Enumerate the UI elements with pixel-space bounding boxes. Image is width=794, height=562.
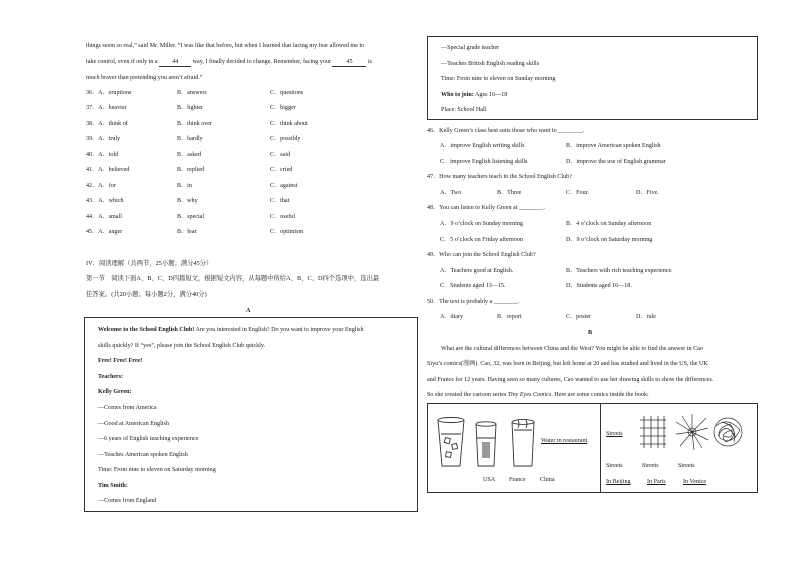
question-48-b: B．4 o’clock on Sunday afternoon	[566, 221, 652, 227]
question-49-c: C．Students aged 13—15.	[440, 283, 506, 289]
label-in-venice: In Venice	[683, 479, 707, 485]
option-42-a: 42．A．for	[86, 183, 116, 189]
comics-divider	[600, 403, 601, 493]
option-45-b: B．fear	[177, 229, 197, 235]
streets-label-3: Streets	[678, 463, 695, 469]
option-37-b: B．lighter	[177, 105, 204, 111]
poster-tim-time: Time: From nine to eleven on Sunday morning	[441, 76, 556, 82]
question-48-d: D．9 o’clock on Saturday morning	[566, 237, 653, 243]
option-40-c: C．said	[270, 152, 290, 158]
streets-top-label: Streets	[606, 431, 623, 437]
poster-kelly-1: —Comes from America	[98, 405, 157, 411]
option-41-b: B．replied	[177, 167, 205, 173]
question-48-c: C．5 o’clock on Friday afternoon	[440, 237, 523, 243]
passage-b-line-4	[427, 391, 649, 399]
question-50-a: A．diary	[440, 314, 464, 320]
glass-france	[476, 422, 496, 466]
passage-b-line-1: What are the cultural differences between China and the West? You might be able to find the answer in Cao	[441, 346, 703, 352]
water-label: Water in restaurant	[541, 438, 588, 444]
passage-b-line-4a: So she created the cartoon series	[427, 392, 508, 398]
label-in-beijing: In Beijing	[606, 479, 631, 485]
option-40-b: B．asked	[177, 152, 202, 158]
passage-b-line-4b: . Here are some comics inside the book:	[551, 392, 649, 398]
label-in-paris: In Paris	[647, 479, 666, 485]
option-36-a: 36．A．eruptions	[86, 90, 132, 96]
option-41-a: 41．A．believed	[86, 167, 130, 173]
passage-line-2c: is	[367, 59, 373, 65]
poster-kelly-2: —Good at American English	[98, 421, 169, 427]
comic-series-title: Tiny Eyes Comics	[507, 392, 552, 398]
option-43-a: 43．A．which	[86, 198, 124, 204]
passage-line-3: much braver than pretending you aren’t afraid.”	[86, 75, 203, 81]
glass-china	[512, 420, 534, 466]
poster-kelly-green: Kelly Green:	[98, 389, 132, 395]
beijing-grid-map	[640, 416, 666, 448]
streets-label-1: Streets	[606, 463, 623, 469]
glass-usa	[438, 418, 464, 467]
poster-who-bold: Who to join:	[441, 92, 474, 98]
question-47-c: C．Four.	[566, 190, 589, 196]
option-42-b: B．in	[177, 183, 192, 189]
poster-kelly-time: Time: From nine to eleven on Saturday morning	[98, 467, 216, 473]
poster-welcome-line	[98, 326, 364, 334]
option-44-c: C．useful	[270, 214, 296, 220]
poster-tim-smith: Tim Smith:	[98, 483, 128, 489]
option-36-b: B．answers	[177, 90, 207, 96]
passage-line-2	[86, 58, 372, 67]
passage-a-label: A	[246, 308, 251, 314]
question-46-b: B．improve American spoken English	[566, 143, 661, 149]
question-50-d: D．rule	[636, 314, 656, 320]
option-37-a: 37．A．heavier	[86, 105, 127, 111]
option-39-c: C．possibly	[270, 136, 301, 142]
question-50-b: B．report	[497, 314, 522, 320]
poster-kelly-3: —6 years of English teaching experience	[98, 436, 199, 442]
option-37-c: C．bigger	[270, 105, 296, 111]
poster-tim-2: —Special grade teacher	[441, 45, 500, 51]
poster-who-rest: Ages 16—18	[473, 92, 508, 98]
poster-tim-1: —Comes from England	[98, 498, 157, 504]
label-china: China	[540, 477, 555, 483]
option-39-b: B．hardly	[177, 136, 203, 142]
question-46-c: C．improve English listening skills	[440, 159, 528, 165]
question-48: 48．You can listen to Kelly Green at ________.	[427, 205, 545, 211]
question-49-a: A．Teachers good at English.	[440, 268, 514, 274]
question-48-a: A．9 o’clock on Sunday morning	[440, 221, 523, 227]
water-glasses-illustration	[434, 414, 544, 470]
poster-welcome-bold: Welcome to the School English Club!	[98, 327, 195, 333]
option-36-c: C．questions	[270, 90, 304, 96]
passage-line-2a: take control, even if only in a	[86, 59, 158, 65]
question-49-b: B．Teachers with rich teaching experience.	[566, 268, 673, 274]
question-50-c: C．poster	[566, 314, 592, 320]
option-38-c: C．think about	[270, 121, 308, 127]
poster-tim-3: —Teaches British English reading skills	[441, 61, 540, 67]
question-46-a: A．improve English writing skills	[440, 143, 525, 149]
option-43-c: C．that	[270, 198, 290, 204]
question-47-d: D．Five.	[636, 190, 659, 196]
passage-b-label: B	[588, 330, 593, 336]
passage-b-line-2: Siyu’s comics(漫画). Cao, 32, was born in Beijing, but left home at 20 and has studied and lived in the US, the UK	[427, 361, 708, 367]
poster-kelly-4: —Teaches American spoken English	[98, 452, 188, 458]
option-45-a: 45．A．anger	[86, 229, 123, 235]
blank-45: 45	[332, 58, 366, 67]
option-44-b: B．special	[177, 214, 205, 220]
poster-welcome-line-2: skills quickly? If “yes”, please join the School English Club quickly.	[98, 343, 266, 349]
question-49-d: D．Students aged 16—18.	[566, 283, 632, 289]
blank-44: 44	[159, 58, 191, 67]
question-46-d: D．improve the use of English grammar	[566, 159, 666, 165]
section-instructions-1: 第一节 阅读下面A、B、C、D四篇短文，根据短文内容，从每题中所给A、B、C、D四个选项中，选出最	[86, 275, 380, 282]
passage-line-1: things seem so real,” said Mr. Miller. “I was like that before, but when I learned that facing my fear allowed me to	[86, 43, 365, 49]
paris-star-map	[676, 414, 708, 450]
passage-b-line-3: and France for 12 years. Having seen so many cultures, Cao wanted to use her drawing skills to show the differences.	[427, 377, 714, 383]
label-france: France	[509, 477, 526, 483]
option-40-a: 40．A．told	[86, 152, 119, 158]
option-38-b: B．think over	[177, 121, 213, 127]
option-39-a: 39．A．truly	[86, 136, 121, 142]
option-38-a: 38．A．think of	[86, 121, 128, 127]
option-44-a: 44．A．small	[86, 214, 122, 220]
venice-tangled-map	[714, 418, 742, 446]
question-47-a: A．Two	[440, 190, 462, 196]
poster-free: Free! Free! Free!	[98, 358, 143, 364]
poster-welcome-rest: Are you interested in English? Do you want to improve your English	[194, 327, 364, 333]
label-usa: USA	[483, 477, 496, 483]
question-49: 49．Who can join the School English Club?	[427, 252, 536, 258]
option-45-c: C．optimism	[270, 229, 304, 235]
question-46: 46．Kelly Green’s class best suits those who want to ________.	[427, 128, 585, 134]
section-title: IV．阅读理解（共两节，25小题；满分45分）	[86, 260, 213, 267]
passage-line-2b: way, I finally decided to change. Remember, facing your	[192, 59, 331, 65]
section-instructions-2: 佳答案。(共20小题；每小题2分，满分40分)	[86, 291, 207, 298]
streets-illustration	[636, 412, 748, 456]
question-47-b: B．Three	[497, 190, 522, 196]
option-41-c: C．cried	[270, 167, 293, 173]
option-42-c: C．against	[270, 183, 298, 189]
poster-place: Place: School Hall	[441, 107, 487, 113]
poster-who-to-join	[441, 91, 507, 99]
question-47: 47．How many teachers teach in the School English Club?	[427, 174, 572, 180]
poster-teachers: Teachers:	[98, 374, 124, 380]
streets-label-2: Streets	[642, 463, 659, 469]
question-50: 50．The text is probably a ________.	[427, 299, 520, 305]
option-43-b: B．why	[177, 198, 198, 204]
